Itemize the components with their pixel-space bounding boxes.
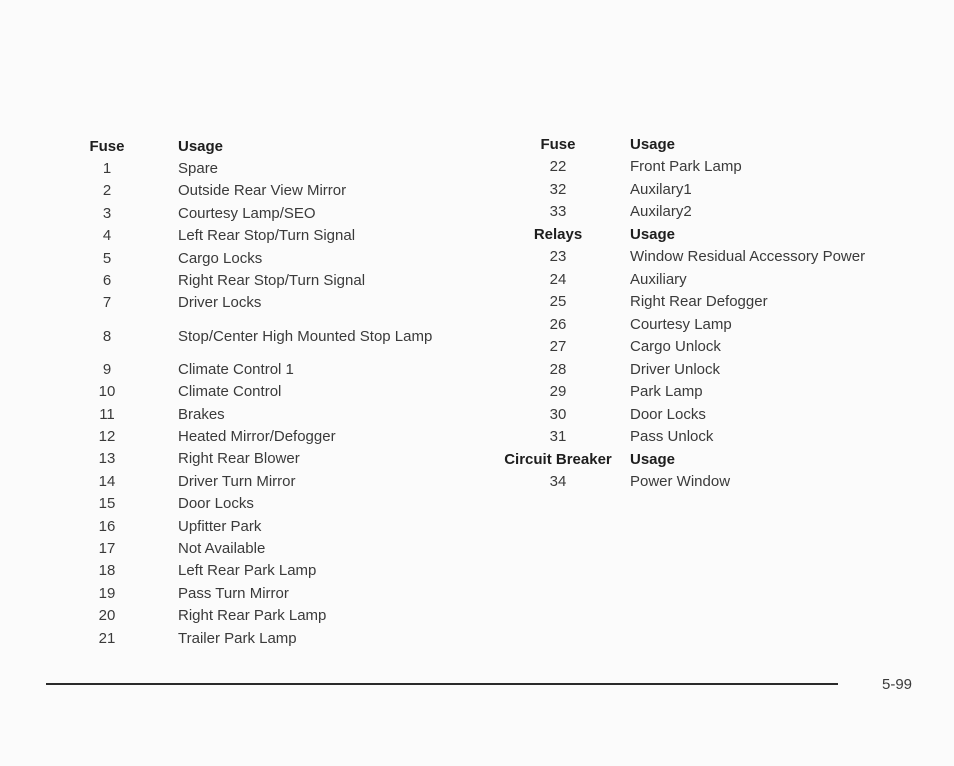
table-header bbox=[492, 133, 920, 156]
table-row bbox=[492, 156, 920, 179]
row-number: 4 bbox=[102, 227, 112, 245]
row-usage: Cargo Unlock bbox=[630, 338, 721, 356]
table-header bbox=[78, 135, 438, 157]
fuse-table-left bbox=[78, 135, 438, 649]
table-row bbox=[492, 471, 920, 494]
row-usage: Climate Control bbox=[178, 383, 282, 401]
table-row bbox=[78, 202, 438, 224]
table-row bbox=[78, 180, 438, 202]
row-usage: Power Window bbox=[630, 473, 731, 491]
row-usage: Heated Mirror/Defogger bbox=[178, 427, 336, 445]
table-row bbox=[78, 492, 438, 514]
row-usage: Right Rear Blower bbox=[178, 450, 300, 468]
row-number: 30 bbox=[549, 405, 567, 423]
row-number: 8 bbox=[102, 327, 112, 345]
row-usage: Brakes bbox=[178, 405, 225, 423]
row-usage: Door Locks bbox=[178, 495, 254, 513]
page-number: 5-99 bbox=[882, 676, 913, 693]
table-row bbox=[78, 157, 438, 179]
row-usage: Pass Unlock bbox=[630, 428, 714, 446]
header-usage: Usage bbox=[630, 135, 676, 153]
header-fuse: Fuse bbox=[540, 135, 576, 153]
row-number: 14 bbox=[98, 472, 116, 490]
row-usage: Outside Rear View Mirror bbox=[178, 182, 347, 200]
row-usage: Park Lamp bbox=[630, 383, 703, 401]
fuse-table-right bbox=[492, 133, 920, 493]
footer-rule bbox=[46, 683, 838, 685]
header-usage: Usage bbox=[178, 137, 224, 155]
table-row bbox=[78, 292, 438, 314]
row-usage: Not Available bbox=[178, 539, 266, 557]
table-row bbox=[78, 627, 438, 649]
row-number: 11 bbox=[99, 405, 115, 423]
table-row bbox=[492, 381, 920, 404]
row-number: 22 bbox=[549, 158, 567, 176]
row-number: 16 bbox=[98, 517, 116, 535]
table-row bbox=[78, 269, 438, 291]
row-number: 2 bbox=[102, 182, 112, 200]
row-number: 10 bbox=[98, 383, 116, 401]
table-row bbox=[492, 426, 920, 449]
row-usage: Right Rear Park Lamp bbox=[178, 607, 327, 625]
row-number: 5 bbox=[102, 249, 112, 267]
table-row bbox=[492, 336, 920, 359]
table-row bbox=[78, 314, 438, 358]
row-number: 3 bbox=[102, 204, 112, 222]
breaker-rows bbox=[492, 471, 920, 494]
row-usage: Driver Locks bbox=[178, 294, 262, 312]
row-number: 9 bbox=[102, 360, 112, 378]
row-number: 28 bbox=[549, 360, 567, 378]
table-row bbox=[78, 381, 438, 403]
row-number: 25 bbox=[549, 293, 567, 311]
table-row bbox=[78, 537, 438, 559]
row-number: 20 bbox=[98, 607, 116, 625]
row-number: 31 bbox=[549, 428, 567, 446]
left-rows bbox=[78, 157, 438, 649]
row-usage: Courtesy Lamp bbox=[630, 315, 732, 333]
table-row bbox=[78, 225, 438, 247]
breaker-header bbox=[492, 448, 920, 471]
row-usage: Spare bbox=[178, 160, 219, 178]
relay-rows bbox=[492, 246, 920, 449]
row-usage: Window Residual Accessory Power bbox=[630, 248, 866, 266]
row-usage: Upfitter Park bbox=[178, 517, 262, 535]
row-usage: Left Rear Park Lamp bbox=[178, 562, 317, 580]
row-usage: Trailer Park Lamp bbox=[178, 629, 297, 647]
row-number: 15 bbox=[98, 495, 116, 513]
row-number: 1 bbox=[102, 160, 112, 178]
table-row bbox=[78, 403, 438, 425]
row-number: 29 bbox=[549, 383, 567, 401]
row-usage: Right Rear Stop/Turn Signal bbox=[178, 272, 366, 290]
table-row bbox=[492, 246, 920, 269]
table-row bbox=[492, 268, 920, 291]
row-usage: Right Rear Defogger bbox=[630, 293, 768, 311]
table-row bbox=[78, 470, 438, 492]
header-usage: Usage bbox=[630, 225, 676, 243]
row-number: 12 bbox=[98, 427, 116, 445]
row-number: 32 bbox=[549, 180, 567, 198]
table-row bbox=[78, 247, 438, 269]
row-number: 24 bbox=[549, 270, 567, 288]
row-number: 34 bbox=[549, 473, 567, 491]
header-relays: Relays bbox=[533, 225, 583, 243]
row-number: 23 bbox=[549, 248, 567, 266]
row-usage: Pass Turn Mirror bbox=[178, 584, 289, 602]
table-row bbox=[492, 403, 920, 426]
row-usage: Left Rear Stop/Turn Signal bbox=[178, 227, 356, 245]
row-number: 17 bbox=[98, 539, 116, 557]
row-usage: Door Locks bbox=[630, 405, 706, 423]
row-usage: Auxilary2 bbox=[630, 203, 692, 221]
row-usage: Courtesy Lamp/SEO bbox=[178, 204, 316, 222]
table-row bbox=[78, 604, 438, 626]
row-number: 7 bbox=[102, 294, 112, 312]
fuse-rows bbox=[492, 156, 920, 224]
table-row bbox=[492, 178, 920, 201]
row-usage: Driver Unlock bbox=[630, 360, 721, 378]
row-usage: Driver Turn Mirror bbox=[178, 472, 296, 490]
row-usage: Auxilary1 bbox=[630, 180, 692, 198]
row-number: 27 bbox=[549, 338, 567, 356]
table-row bbox=[78, 515, 438, 537]
row-usage: Cargo Locks bbox=[178, 249, 263, 267]
table-row bbox=[78, 560, 438, 582]
row-number: 6 bbox=[102, 272, 112, 290]
table-row bbox=[78, 358, 438, 380]
row-number: 33 bbox=[549, 203, 567, 221]
table-row bbox=[492, 358, 920, 381]
row-number: 19 bbox=[98, 584, 116, 602]
header-usage: Usage bbox=[630, 450, 676, 468]
header-circuit-breaker: Circuit Breaker bbox=[504, 450, 612, 468]
row-usage: Front Park Lamp bbox=[630, 158, 742, 176]
table-row bbox=[492, 201, 920, 224]
table-row bbox=[78, 582, 438, 604]
row-number: 18 bbox=[98, 562, 116, 580]
row-usage: Climate Control 1 bbox=[178, 360, 294, 378]
table-row bbox=[492, 291, 920, 314]
table-row bbox=[78, 448, 438, 470]
row-number: 13 bbox=[98, 450, 116, 468]
row-usage: Auxiliary bbox=[630, 270, 687, 288]
table-row bbox=[78, 425, 438, 447]
header-fuse: Fuse bbox=[89, 137, 125, 155]
row-usage: Stop/Center High Mounted Stop Lamp bbox=[178, 327, 433, 345]
row-number: 21 bbox=[98, 629, 116, 647]
table-row bbox=[492, 313, 920, 336]
row-number: 26 bbox=[549, 315, 567, 333]
relays-header bbox=[492, 223, 920, 246]
